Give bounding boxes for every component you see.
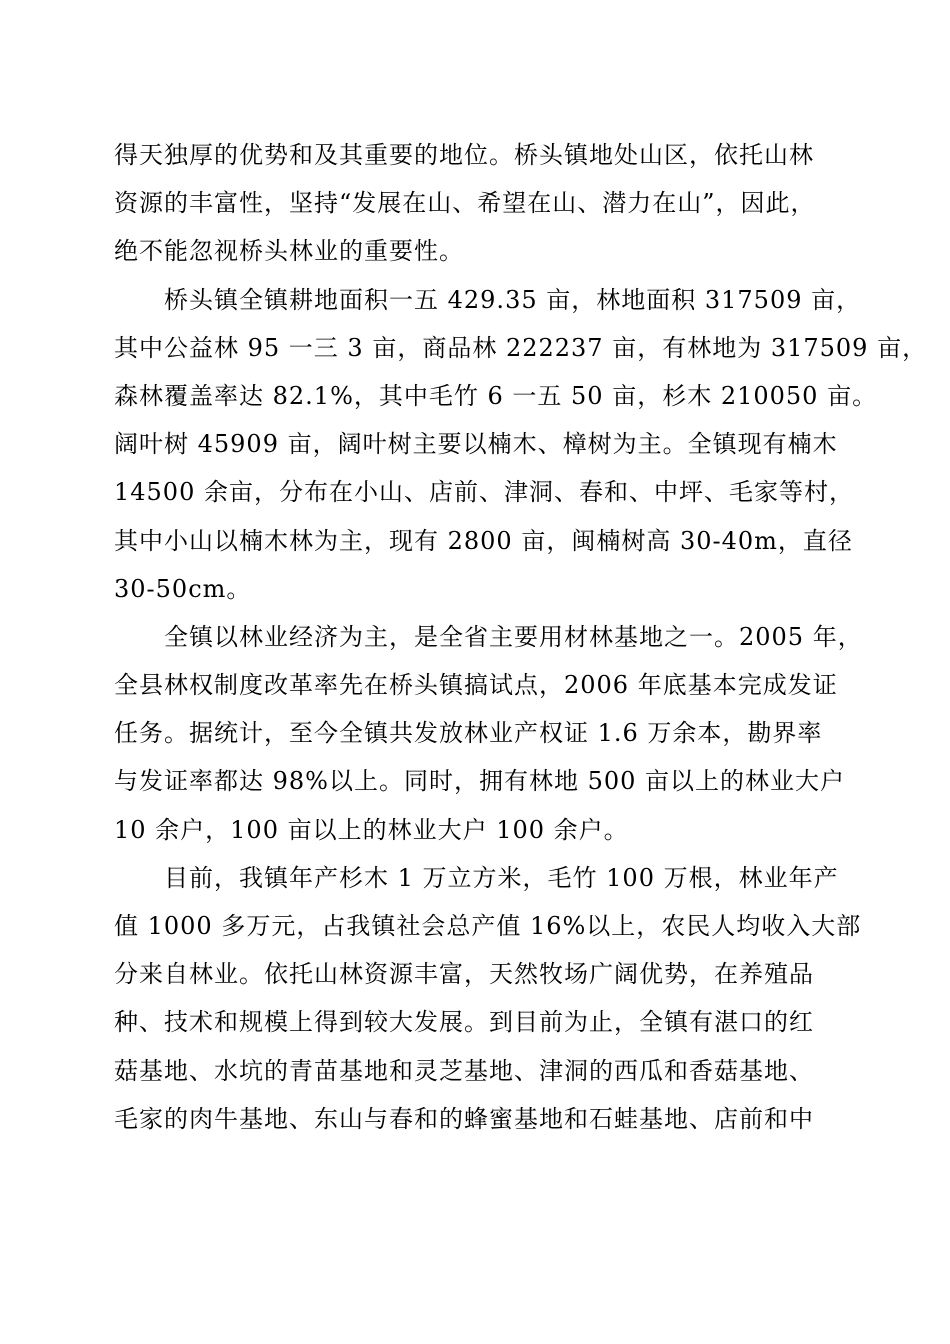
text-line: 10 余户，100 亩以上的林业大户 100 余户。 bbox=[114, 815, 629, 844]
document-body bbox=[114, 131, 928, 1143]
text-line: 毛家的肉牛基地、东山与春和的蜂蜜基地和石蛙基地、店前和中 bbox=[114, 1104, 814, 1133]
text-line: 绝不能忽视桥头林业的重要性。 bbox=[114, 237, 464, 266]
text-line: 值 1000 多万元，占我镇社会总产值 16%以上，农民人均收入大部 bbox=[114, 912, 862, 940]
text-line: 资源的丰富性，坚持“发展在山、希望在山、潜力在山”，因此， bbox=[114, 189, 816, 218]
text-line: 14500 余亩，分布在小山、店前、津洞、春和、中坪、毛家等村， bbox=[114, 478, 854, 507]
text-line: 森林覆盖率达 82.1%，其中毛竹 6 一五 50 亩，杉木 210050 亩。 bbox=[114, 381, 878, 410]
paragraph-first-line: 目前，我镇年产杉木 1 万立方米，毛竹 100 万根，林业年产 bbox=[164, 863, 839, 892]
text-line: 与发证率都达 98%以上。同时，拥有林地 500 亩以上的林业大户 bbox=[114, 767, 846, 796]
text-line: 任务。据统计，至今全镇共发放林业产权证 1.6 万余本，勘界率 bbox=[114, 719, 823, 748]
text-line: 种、技术和规模上得到较大发展。到目前为止，全镇有湛口的红 bbox=[114, 1008, 814, 1037]
text-line: 阔叶树 45909 亩，阔叶树主要以楠木、樟树为主。全镇现有楠木 bbox=[114, 430, 838, 459]
text-line: 菇基地、水坑的青苗基地和灵芝基地、津洞的西瓜和香菇基地、 bbox=[114, 1056, 814, 1085]
paragraph-first-line: 桥头镇全镇耕地面积一五 429.35 亩，林地面积 317509 亩， bbox=[164, 285, 862, 314]
paragraph-first-line: 全镇以林业经济为主，是全省主要用材林基地之一。2005 年， bbox=[164, 622, 863, 651]
text-line: 全县林权制度改革率先在桥头镇搞试点，2006 年底基本完成发证 bbox=[114, 671, 838, 700]
text-line: 其中公益林 95 一三 3 亩，商品林 222237 亩，有林地为 317509 亩， bbox=[114, 333, 928, 362]
text-line: 其中小山以楠木林为主，现有 2800 亩，闽楠树高 30-40m，直径 bbox=[114, 526, 853, 555]
text-line: 分来自林业。依托山林资源丰富，天然牧场广阔优势，在养殖品 bbox=[114, 960, 814, 989]
text-line: 得天独厚的优势和及其重要的地位。桥头镇地处山区，依托山林 bbox=[114, 141, 814, 169]
text-line: 30-50cm。 bbox=[114, 574, 252, 603]
